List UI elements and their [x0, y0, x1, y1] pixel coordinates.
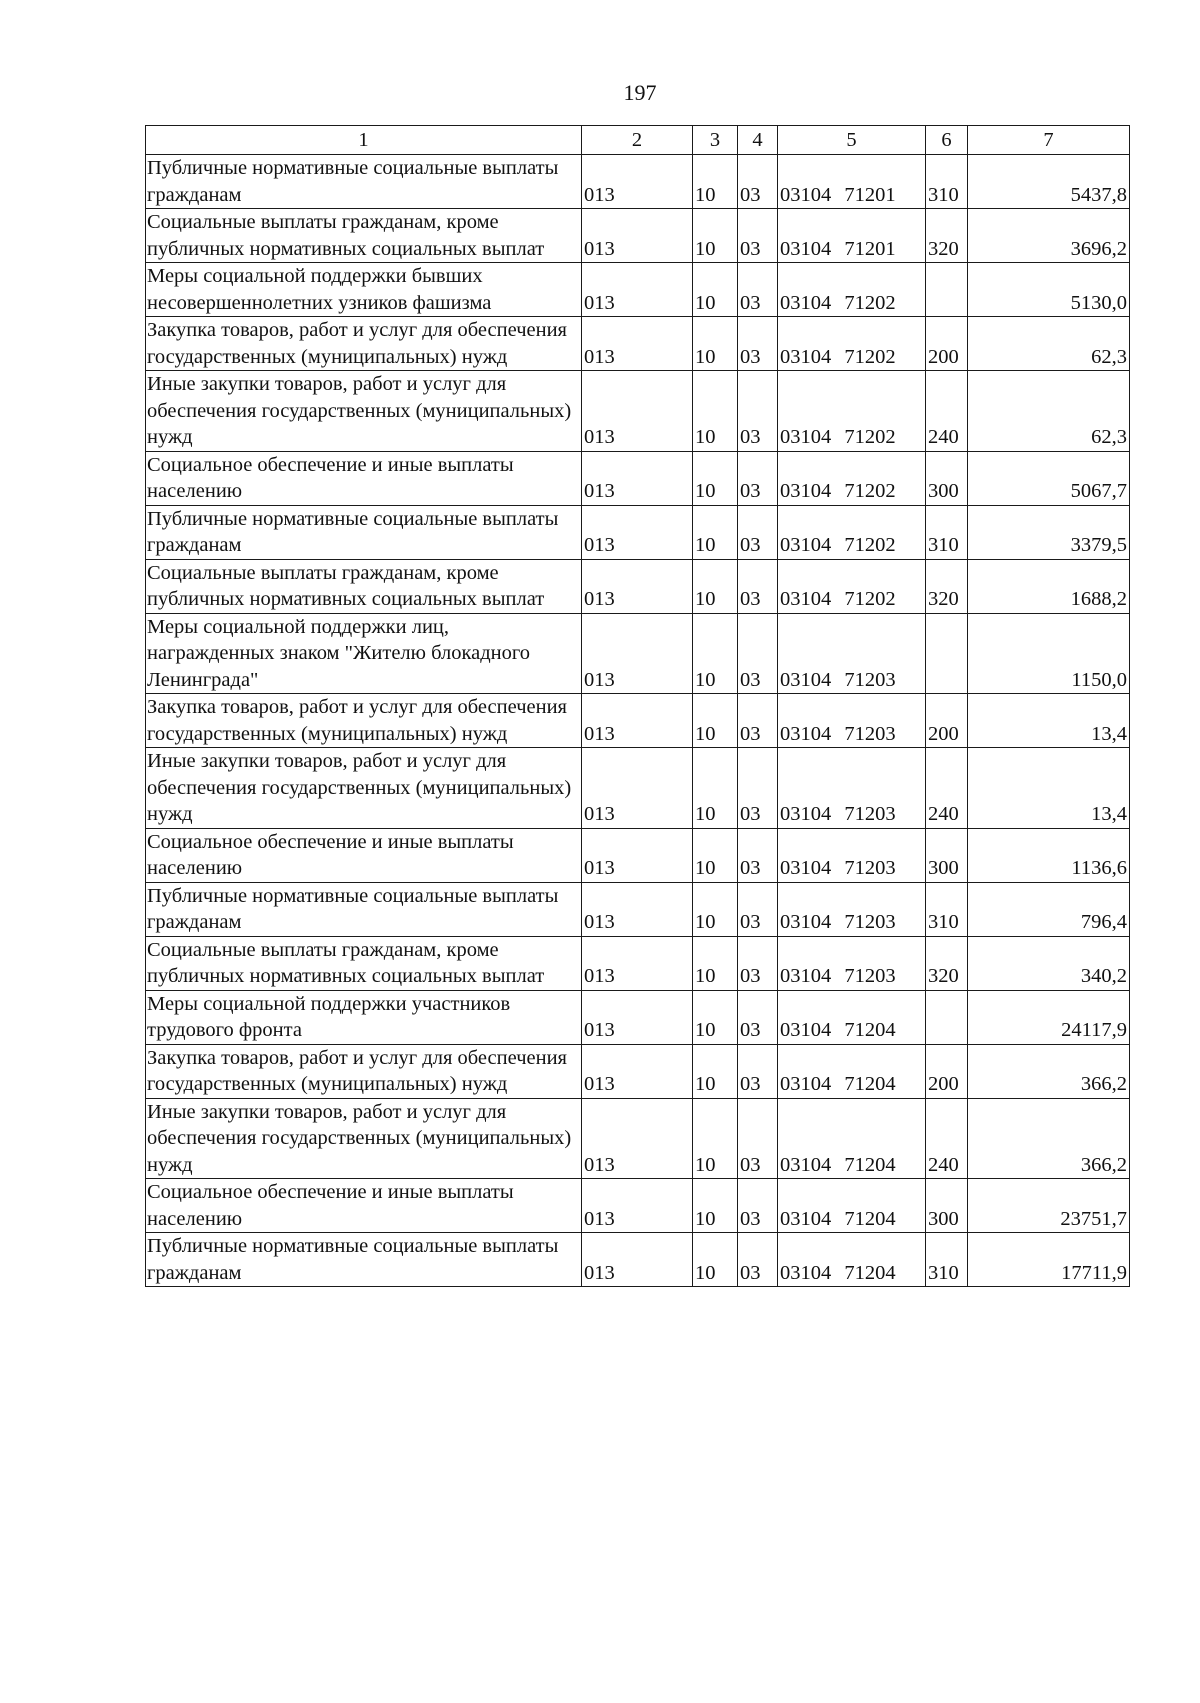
header-cell: 1	[146, 126, 582, 155]
section-cell: 10	[693, 263, 738, 317]
subsection-cell: 03	[738, 882, 778, 936]
table-row	[146, 1233, 1130, 1287]
header-cell: 2	[582, 126, 693, 155]
row-description: Социальные выплаты гражданам, кроме публичных нормативных социальных выплат	[146, 936, 582, 990]
expense-type-cell: 320	[926, 936, 968, 990]
admin-code-cell: 013	[582, 882, 693, 936]
target-article-cell: 03104 71201	[778, 155, 926, 209]
subsection-cell: 03	[738, 828, 778, 882]
subsection-cell: 03	[738, 371, 778, 452]
section-cell: 10	[693, 1098, 738, 1179]
row-description: Закупка товаров, работ и услуг для обеспечения государственных (муниципальных) нужд	[146, 694, 582, 748]
table-row	[146, 155, 1130, 209]
row-description: Закупка товаров, работ и услуг для обеспечения государственных (муниципальных) нужд	[146, 1044, 582, 1098]
section-cell: 10	[693, 155, 738, 209]
row-description: Меры социальной поддержки участников трудового фронта	[146, 990, 582, 1044]
subsection-cell: 03	[738, 263, 778, 317]
amount-cell: 366,2	[968, 1044, 1130, 1098]
row-description: Иные закупки товаров, работ и услуг для обеспечения государственных (муниципальных) нужд	[146, 1098, 582, 1179]
table-row	[146, 1098, 1130, 1179]
amount-cell: 5130,0	[968, 263, 1130, 317]
table-row	[146, 505, 1130, 559]
table-row	[146, 828, 1130, 882]
header-cell: 3	[693, 126, 738, 155]
target-article-cell: 03104 71204	[778, 1044, 926, 1098]
admin-code-cell: 013	[582, 371, 693, 452]
target-article-cell: 03104 71203	[778, 694, 926, 748]
table-row	[146, 936, 1130, 990]
row-description: Социальные выплаты гражданам, кроме публичных нормативных социальных выплат	[146, 209, 582, 263]
target-article-cell: 03104 71203	[778, 828, 926, 882]
expense-type-cell: 240	[926, 1098, 968, 1179]
subsection-cell: 03	[738, 990, 778, 1044]
subsection-cell: 03	[738, 1044, 778, 1098]
section-cell: 10	[693, 828, 738, 882]
amount-cell: 1136,6	[968, 828, 1130, 882]
row-description: Социальное обеспечение и иные выплаты населению	[146, 451, 582, 505]
row-description: Публичные нормативные социальные выплаты гражданам	[146, 1233, 582, 1287]
subsection-cell: 03	[738, 451, 778, 505]
target-article-cell: 03104 71202	[778, 559, 926, 613]
row-description: Иные закупки товаров, работ и услуг для обеспечения государственных (муниципальных) нужд	[146, 748, 582, 829]
admin-code-cell: 013	[582, 263, 693, 317]
expense-type-cell: 310	[926, 1233, 968, 1287]
expense-type-cell	[926, 263, 968, 317]
amount-cell: 62,3	[968, 371, 1130, 452]
expense-type-cell: 300	[926, 451, 968, 505]
subsection-cell: 03	[738, 613, 778, 694]
expense-type-cell: 310	[926, 155, 968, 209]
table-row	[146, 748, 1130, 829]
section-cell: 10	[693, 559, 738, 613]
amount-cell: 13,4	[968, 748, 1130, 829]
admin-code-cell: 013	[582, 505, 693, 559]
amount-cell: 24117,9	[968, 990, 1130, 1044]
amount-cell: 62,3	[968, 317, 1130, 371]
expense-type-cell: 300	[926, 1179, 968, 1233]
section-cell: 10	[693, 936, 738, 990]
table-row	[146, 990, 1130, 1044]
expense-type-cell: 200	[926, 1044, 968, 1098]
section-cell: 10	[693, 505, 738, 559]
table-row	[146, 613, 1130, 694]
admin-code-cell: 013	[582, 748, 693, 829]
section-cell: 10	[693, 748, 738, 829]
admin-code-cell: 013	[582, 1044, 693, 1098]
admin-code-cell: 013	[582, 209, 693, 263]
header-cell: 6	[926, 126, 968, 155]
expense-type-cell: 320	[926, 559, 968, 613]
target-article-cell: 03104 71204	[778, 1179, 926, 1233]
table-row	[146, 694, 1130, 748]
subsection-cell: 03	[738, 559, 778, 613]
header-row	[146, 126, 1130, 155]
expense-type-cell: 310	[926, 505, 968, 559]
expense-type-cell	[926, 990, 968, 1044]
amount-cell: 5437,8	[968, 155, 1130, 209]
subsection-cell: 03	[738, 155, 778, 209]
row-description: Социальное обеспечение и иные выплаты населению	[146, 1179, 582, 1233]
expense-type-cell: 240	[926, 371, 968, 452]
amount-cell: 3696,2	[968, 209, 1130, 263]
section-cell: 10	[693, 371, 738, 452]
admin-code-cell: 013	[582, 694, 693, 748]
admin-code-cell: 013	[582, 936, 693, 990]
subsection-cell: 03	[738, 694, 778, 748]
admin-code-cell: 013	[582, 451, 693, 505]
table-row	[146, 1179, 1130, 1233]
section-cell: 10	[693, 451, 738, 505]
header-cell: 4	[738, 126, 778, 155]
amount-cell: 13,4	[968, 694, 1130, 748]
amount-cell: 366,2	[968, 1098, 1130, 1179]
admin-code-cell: 013	[582, 613, 693, 694]
table-row	[146, 263, 1130, 317]
section-cell: 10	[693, 1044, 738, 1098]
target-article-cell: 03104 71203	[778, 748, 926, 829]
table-row	[146, 559, 1130, 613]
target-article-cell: 03104 71202	[778, 505, 926, 559]
target-article-cell: 03104 71202	[778, 263, 926, 317]
table-row	[146, 317, 1130, 371]
budget-table	[145, 125, 1130, 1287]
amount-cell: 340,2	[968, 936, 1130, 990]
target-article-cell: 03104 71203	[778, 613, 926, 694]
admin-code-cell: 013	[582, 828, 693, 882]
expense-type-cell: 320	[926, 209, 968, 263]
table-row	[146, 371, 1130, 452]
header-cell: 7	[968, 126, 1130, 155]
amount-cell: 23751,7	[968, 1179, 1130, 1233]
expense-type-cell: 200	[926, 317, 968, 371]
amount-cell: 1150,0	[968, 613, 1130, 694]
row-description: Социальное обеспечение и иные выплаты населению	[146, 828, 582, 882]
subsection-cell: 03	[738, 1233, 778, 1287]
admin-code-cell: 013	[582, 1098, 693, 1179]
subsection-cell: 03	[738, 748, 778, 829]
admin-code-cell: 013	[582, 559, 693, 613]
row-description: Закупка товаров, работ и услуг для обеспечения государственных (муниципальных) нужд	[146, 317, 582, 371]
row-description: Публичные нормативные социальные выплаты гражданам	[146, 155, 582, 209]
table-row	[146, 1044, 1130, 1098]
subsection-cell: 03	[738, 209, 778, 263]
expense-type-cell: 200	[926, 694, 968, 748]
target-article-cell: 03104 71203	[778, 936, 926, 990]
target-article-cell: 03104 71203	[778, 882, 926, 936]
page-number: 197	[623, 80, 657, 105]
expense-type-cell: 310	[926, 882, 968, 936]
target-article-cell: 03104 71201	[778, 209, 926, 263]
target-article-cell: 03104 71202	[778, 451, 926, 505]
amount-cell: 796,4	[968, 882, 1130, 936]
section-cell: 10	[693, 317, 738, 371]
section-cell: 10	[693, 1179, 738, 1233]
admin-code-cell: 013	[582, 990, 693, 1044]
subsection-cell: 03	[738, 1179, 778, 1233]
section-cell: 10	[693, 1233, 738, 1287]
expense-type-cell	[926, 613, 968, 694]
admin-code-cell: 013	[582, 1179, 693, 1233]
section-cell: 10	[693, 694, 738, 748]
subsection-cell: 03	[738, 505, 778, 559]
target-article-cell: 03104 71204	[778, 1098, 926, 1179]
table-row	[146, 209, 1130, 263]
target-article-cell: 03104 71202	[778, 317, 926, 371]
row-description: Социальные выплаты гражданам, кроме публичных нормативных социальных выплат	[146, 559, 582, 613]
admin-code-cell: 013	[582, 155, 693, 209]
subsection-cell: 03	[738, 936, 778, 990]
expense-type-cell: 240	[926, 748, 968, 829]
target-article-cell: 03104 71204	[778, 1233, 926, 1287]
row-description: Публичные нормативные социальные выплаты гражданам	[146, 882, 582, 936]
section-cell: 10	[693, 613, 738, 694]
row-description: Иные закупки товаров, работ и услуг для обеспечения государственных (муниципальных) нужд	[146, 371, 582, 452]
section-cell: 10	[693, 990, 738, 1044]
amount-cell: 3379,5	[968, 505, 1130, 559]
table-row	[146, 451, 1130, 505]
section-cell: 10	[693, 209, 738, 263]
target-article-cell: 03104 71204	[778, 990, 926, 1044]
target-article-cell: 03104 71202	[778, 371, 926, 452]
subsection-cell: 03	[738, 1098, 778, 1179]
row-description: Меры социальной поддержки лиц, награжденных знаком "Жителю блокадного Ленинграда"	[146, 613, 582, 694]
section-cell: 10	[693, 882, 738, 936]
table-row	[146, 882, 1130, 936]
amount-cell: 17711,9	[968, 1233, 1130, 1287]
expense-type-cell: 300	[926, 828, 968, 882]
admin-code-cell: 013	[582, 1233, 693, 1287]
amount-cell: 5067,7	[968, 451, 1130, 505]
amount-cell: 1688,2	[968, 559, 1130, 613]
subsection-cell: 03	[738, 317, 778, 371]
header-cell: 5	[778, 126, 926, 155]
row-description: Публичные нормативные социальные выплаты гражданам	[146, 505, 582, 559]
row-description: Меры социальной поддержки бывших несовершеннолетних узников фашизма	[146, 263, 582, 317]
admin-code-cell: 013	[582, 317, 693, 371]
